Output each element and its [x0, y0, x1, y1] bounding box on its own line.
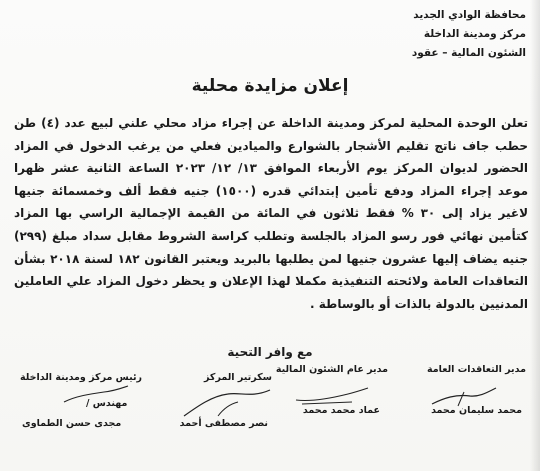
announcement-body: تعلن الوحدة المحلية لمركز ومدينة الداخلة عن إجراء مزاد محلي علني لبيع عدد (٤) طن حطب جاف ناتج تقليم الأشجار بالشوارع والميادين فعلي من يرغب الدخول في المزاد الحضور لديوان المركز يوم الأربعاء الموافق ١٣/ ١٢/ ٢٠٢٣ الساعة الثانية عشر ظهرا موعد إجراء المزاد ودفع تأمين إبتدائي قدره (١٥٠٠) جنيه فقط ألف وخمسمائة جنيها لاغير يزاد إلى ٣٠ % فقط ثلاثون في المائة من القيمة الإجمالية الراسي بها المزاد كتأمين نهائي فور رسو المزاد بالجلسة وتطلب كراسة الشروط مقابل سداد مبلغ (٢٩٩) جنيه يضاف إليها عشرون جنيها لمن يطلبها بالبريد ويعتبر القانون ١٨٢ لسنة ٢٠١٨ بشأن التعاقدات العامة ولائحته التنفيذية مكملا لهذا الإعلان و يحظر دخول المزاد علي العاملين المدنيين بالدولة بالذات أو بالوساطة . — [14, 116, 529, 311]
signature-block-secretary — [204, 372, 272, 383]
page-edge-shadow — [530, 0, 540, 471]
letterhead — [412, 6, 526, 63]
signatory-name-head: مجدى حسن الطماوى — [22, 418, 122, 429]
signatory-title: مدير التعاقدات العامة — [427, 364, 526, 375]
announcement-title: إعلان مزايدة محلية — [191, 76, 349, 96]
signature-block-head — [20, 372, 142, 383]
letterhead-governorate: محافظة الوادي الجديد — [413, 9, 526, 21]
signatory-title: سكرتير المركز — [204, 372, 272, 383]
signatory-name-contracts-manager: محمد سليمان محمد — [431, 405, 522, 416]
signatory-name-secretary: نصر مصطفى أحمد — [179, 418, 268, 429]
letterhead-department: الشئون المالية – عقود — [411, 47, 526, 59]
signature-block-finance-manager — [276, 364, 388, 375]
letterhead-city-council: مركز ومدينة الداخلة — [423, 28, 526, 40]
closing-greeting: مع وافر التحية — [227, 345, 313, 359]
signatory-title: مدير عام الشئون المالية — [275, 364, 388, 375]
handwritten-signature-mark — [178, 386, 278, 422]
signatory-prefix-head: مهندس / — [86, 398, 128, 409]
signatory-title: رئيس مركز ومدينة الداخلة — [20, 372, 143, 383]
signatory-name-finance-manager: عماد محمد محمد — [302, 405, 380, 416]
signature-block-contracts-manager — [427, 364, 526, 375]
